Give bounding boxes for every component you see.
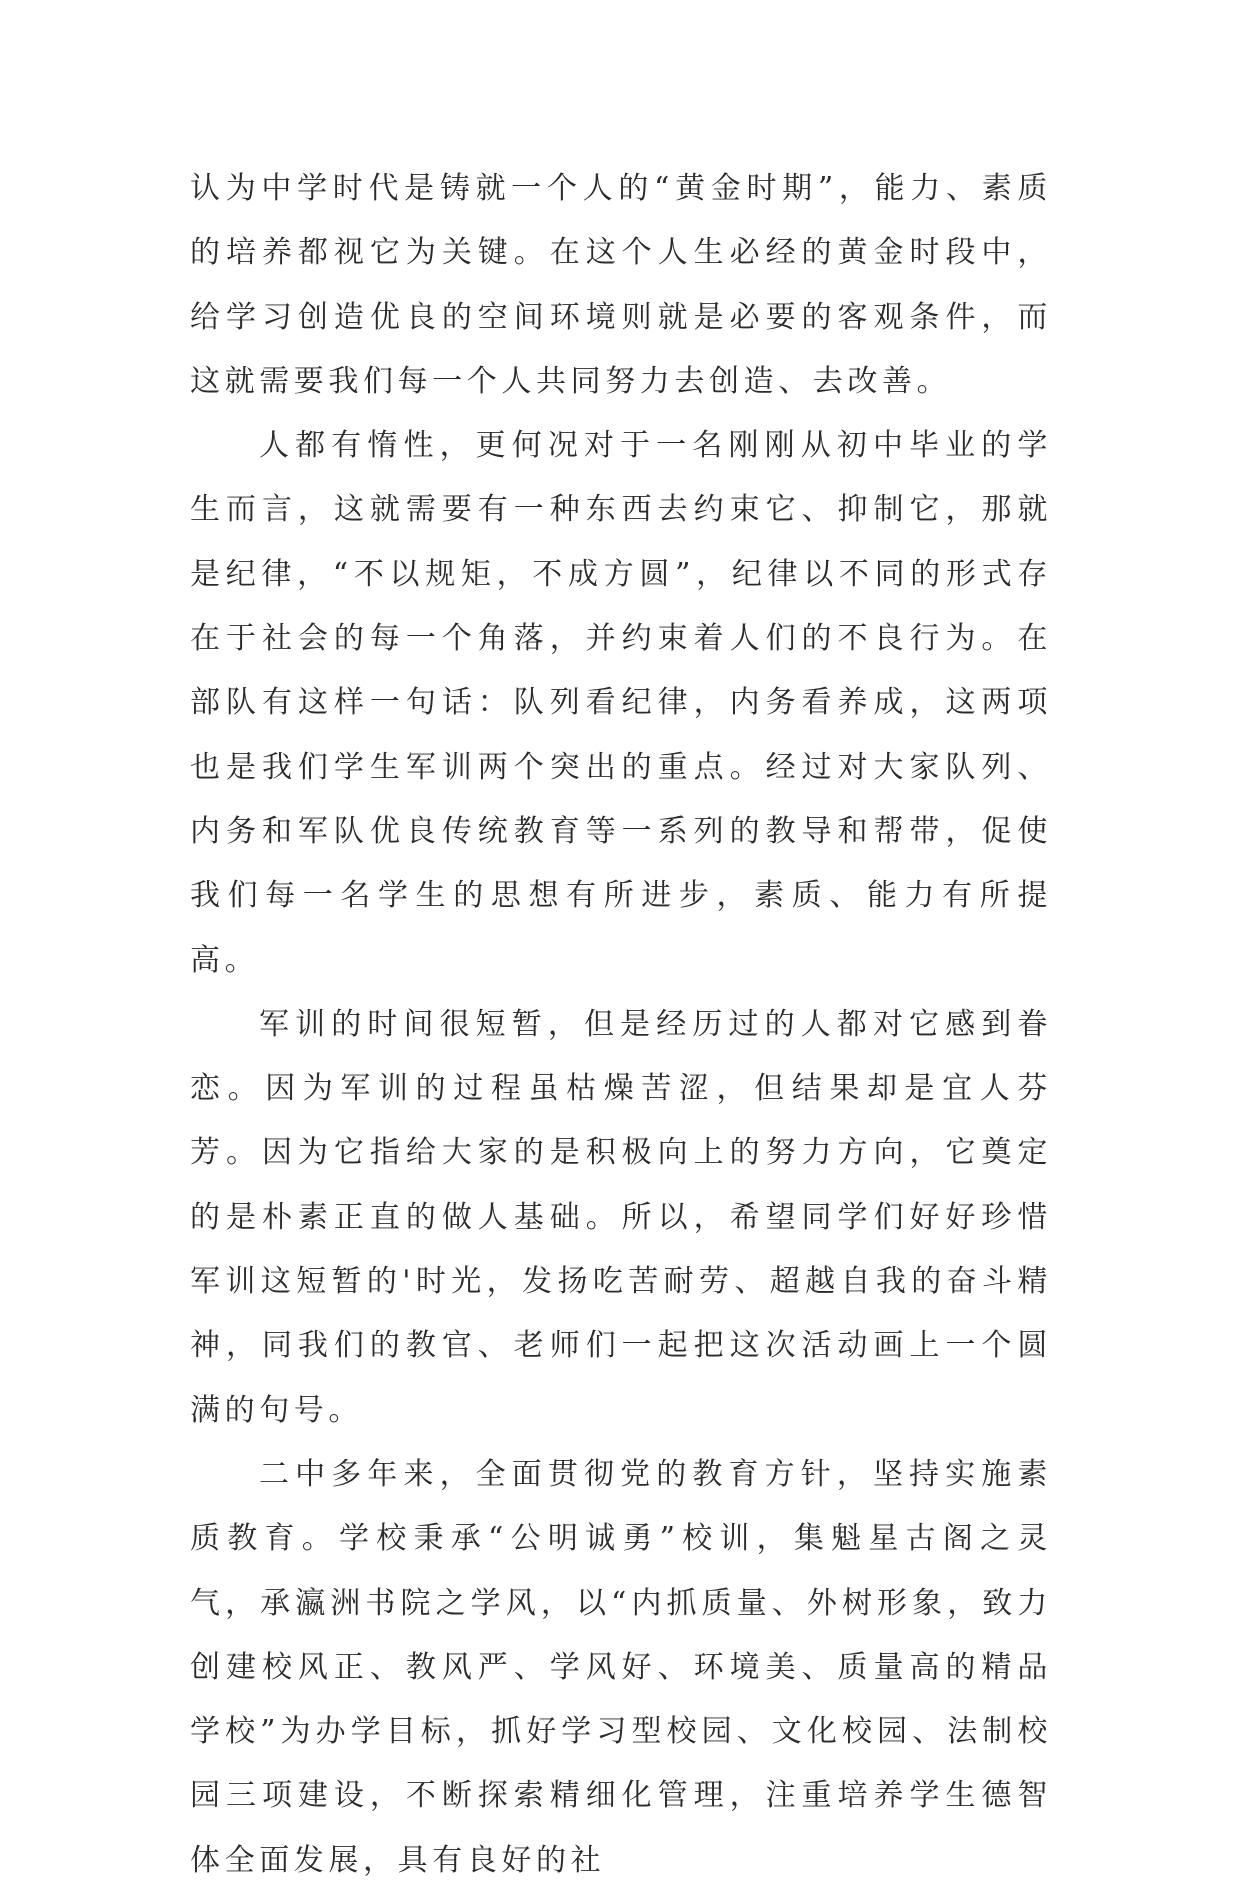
paragraph-4: 二中多年来，全面贯彻党的教育方针，坚持实施素质教育。学校秉承“公明诚勇”校训，集魁星古阁之灵气，承瀛洲书院之学风，以“内抓质量、外树形象，致力创建校风正、教风严、学风好、环境美、质量高的精品学校”为办学目标，抓好学习型校园、文化校园、法制校园三项建设，不断探索精细化管理，注重培养学生德智体全面发展，具有良好的社 <box>190 1456 1052 1878</box>
paragraph-2: 人都有惰性，更何况对于一名刚刚从初中毕业的学生而言，这就需要有一种东西去约束它、抑制它，那就是纪律，“不以规矩，不成方圆”，纪律以不同的形式存在于社会的每一个角落，并约束着人们的不良行为。在部队有这样一句话：队列看纪律，内务看养成，这两项也是我们学生军训两个突出的重点。经过对大家队列、内务和军队优良传统教育等一系列的教导和帮带，促使我们每一名学生的思想有所进步，素质、能力有所提高。 <box>190 428 1052 978</box>
document-body <box>190 157 1052 1893</box>
paragraph-3: 军训的时间很短暂，但是经历过的人都对它感到眷恋。因为军训的过程虽枯燥苦涩，但结果却是宜人芬芳。因为它指给大家的是积极向上的努力方向，它奠定的是朴素正直的做人基础。所以，希望同学们好好珍惜军训这短暂的'时光，发扬吃苦耐劳、超越自我的奋斗精神，同我们的教官、老师们一起把这次活动画上一个圆满的句号。 <box>190 1006 1052 1428</box>
paragraph-1: 认为中学时代是铸就一个人的“黄金时期”，能力、素质的培养都视它为关键。在这个人生必经的黄金时段中，给学习创造优良的空间环境则就是必要的客观条件，而这就需要我们每一个人共同努力去创造、去改善。 <box>190 171 1052 399</box>
